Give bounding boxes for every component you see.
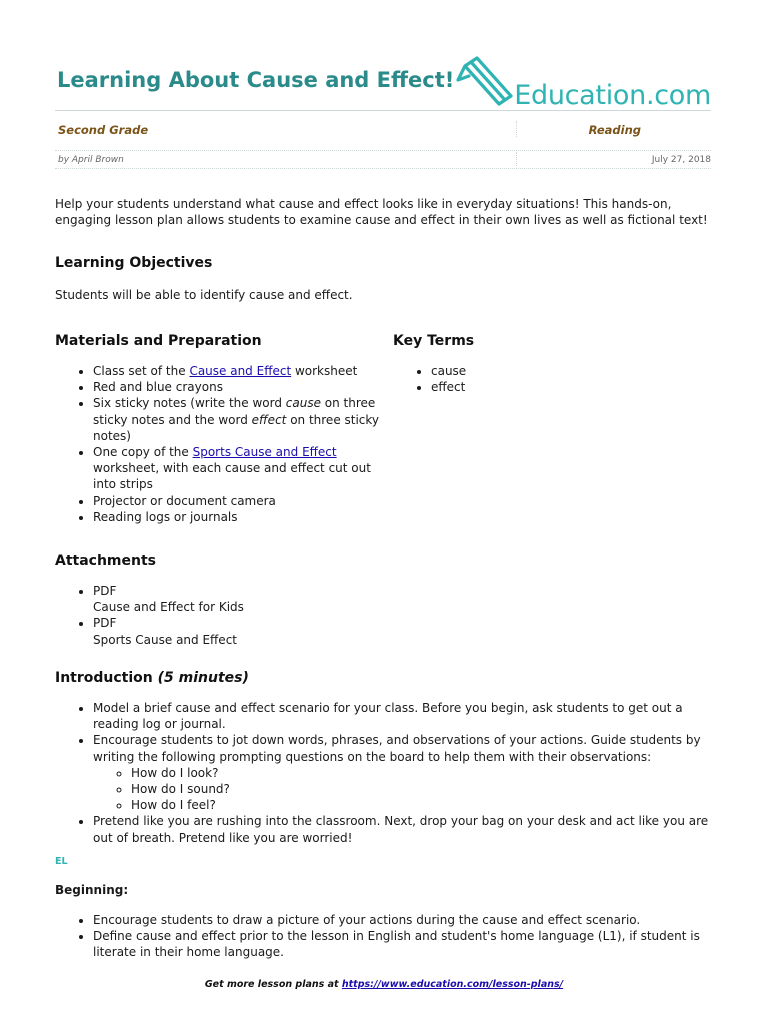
sports-cause-and-effect-link[interactable]: Sports Cause and Effect <box>192 445 337 460</box>
attachment-item[interactable] <box>93 615 655 647</box>
attachment-type: • PDF <box>93 584 117 598</box>
introduction-list <box>55 700 711 846</box>
materials-list-container <box>55 363 385 525</box>
logo-wordmark: Education.com <box>514 80 711 111</box>
list-item: • Model a brief cause and effect scenario for your class. Before you begin, ask students to get out a reading log or journal. <box>93 700 711 732</box>
pencil-logo-icon <box>455 56 523 108</box>
key-terms-heading: Key Terms <box>393 333 475 349</box>
materials-list <box>55 363 385 525</box>
attachment-name: Cause and Effect for Kids <box>93 600 244 615</box>
el-list <box>55 912 711 961</box>
attachments-container <box>55 583 655 648</box>
header <box>55 56 711 111</box>
grade-label: Second Grade <box>58 123 149 137</box>
lesson-plans-link[interactable]: https://www.education.com/lesson-plans/ <box>341 979 564 990</box>
introduction-heading: Introduction (5 minutes) <box>55 670 249 686</box>
list-item: • Red and blue crayons <box>93 379 385 395</box>
attachment-type: • PDF <box>93 616 117 631</box>
author-divider <box>516 152 517 166</box>
question-item: ◦ How do I look? <box>131 765 711 781</box>
list-item: • Six sticky notes (write the word cause on three sticky notes and the word effect on three sticky notes) <box>93 395 385 444</box>
list-item: • One copy of the Sports Cause and Effect worksheet, with each cause and effect cut out into strips <box>93 444 385 493</box>
author: by April Brown <box>58 155 124 165</box>
key-terms-list <box>393 363 693 395</box>
author-divider-line <box>55 168 711 169</box>
footer <box>0 979 768 990</box>
question-item: ◦ How do I feel? <box>131 797 711 813</box>
el-tag: EL <box>55 856 68 867</box>
attachment-item[interactable] <box>93 583 655 615</box>
question-list <box>93 765 711 814</box>
header-divider <box>55 110 711 111</box>
attachments-heading: Attachments <box>55 553 157 569</box>
materials-heading: Materials and Preparation <box>55 333 262 349</box>
el-container <box>55 912 711 961</box>
list-item: • Reading logs or journals <box>93 509 385 525</box>
cause-and-effect-link[interactable]: Cause and Effect <box>189 364 292 378</box>
question-item: ◦ How do I sound? <box>131 781 711 797</box>
list-item: • Class set of the Cause and Effect worksheet <box>93 363 385 379</box>
list-item: • Define cause and effect prior to the lesson in English and student's home language (L1), if student is literate in their home language. <box>93 928 711 960</box>
attachment-name: Sports Cause and Effect <box>93 632 237 647</box>
attachments-list <box>55 583 655 648</box>
key-term: • cause <box>431 363 693 379</box>
learning-objectives-heading: Learning Objectives <box>55 255 213 271</box>
learning-objectives-text: Students will be able to identify cause and effect. <box>55 288 353 302</box>
list-item: • Encourage students to draw a picture of your actions during the cause and effect scenario. <box>93 912 711 928</box>
list-item: • Encourage students to jot down words, phrases, and observations of your actions. Guide students by writing the following prompting questions on the board to help them with their observations: ◦ How do I look? ◦ How do I sound? ◦ How do I feel? <box>93 732 711 813</box>
key-term: • effect <box>431 379 693 395</box>
meta-divider <box>516 121 517 137</box>
page-title: Learning About Cause and Effect! <box>57 68 455 92</box>
footer-text: Get more lesson plans at <box>204 979 342 990</box>
key-terms-container <box>393 363 693 395</box>
intro-paragraph: Help your students understand what cause and effect looks like in everyday situations! This hands-on, engaging lesson plan allows students to examine cause and effect in their own lives as well as fictional text! <box>55 197 708 228</box>
introduction-duration: (5 minutes) <box>157 670 249 686</box>
education-logo[interactable] <box>455 56 711 111</box>
publish-date: July 27, 2018 <box>651 155 711 165</box>
beginning-label: Beginning: <box>55 883 129 897</box>
list-item: • Projector or document camera <box>93 493 385 509</box>
meta-divider-line <box>55 150 711 151</box>
list-item: • Pretend like you are rushing into the classroom. Next, drop your bag on your desk and act like you are out of breath. Pretend like you are worried! <box>93 813 711 845</box>
introduction-container <box>55 700 711 846</box>
subject-label: Reading <box>588 123 641 137</box>
